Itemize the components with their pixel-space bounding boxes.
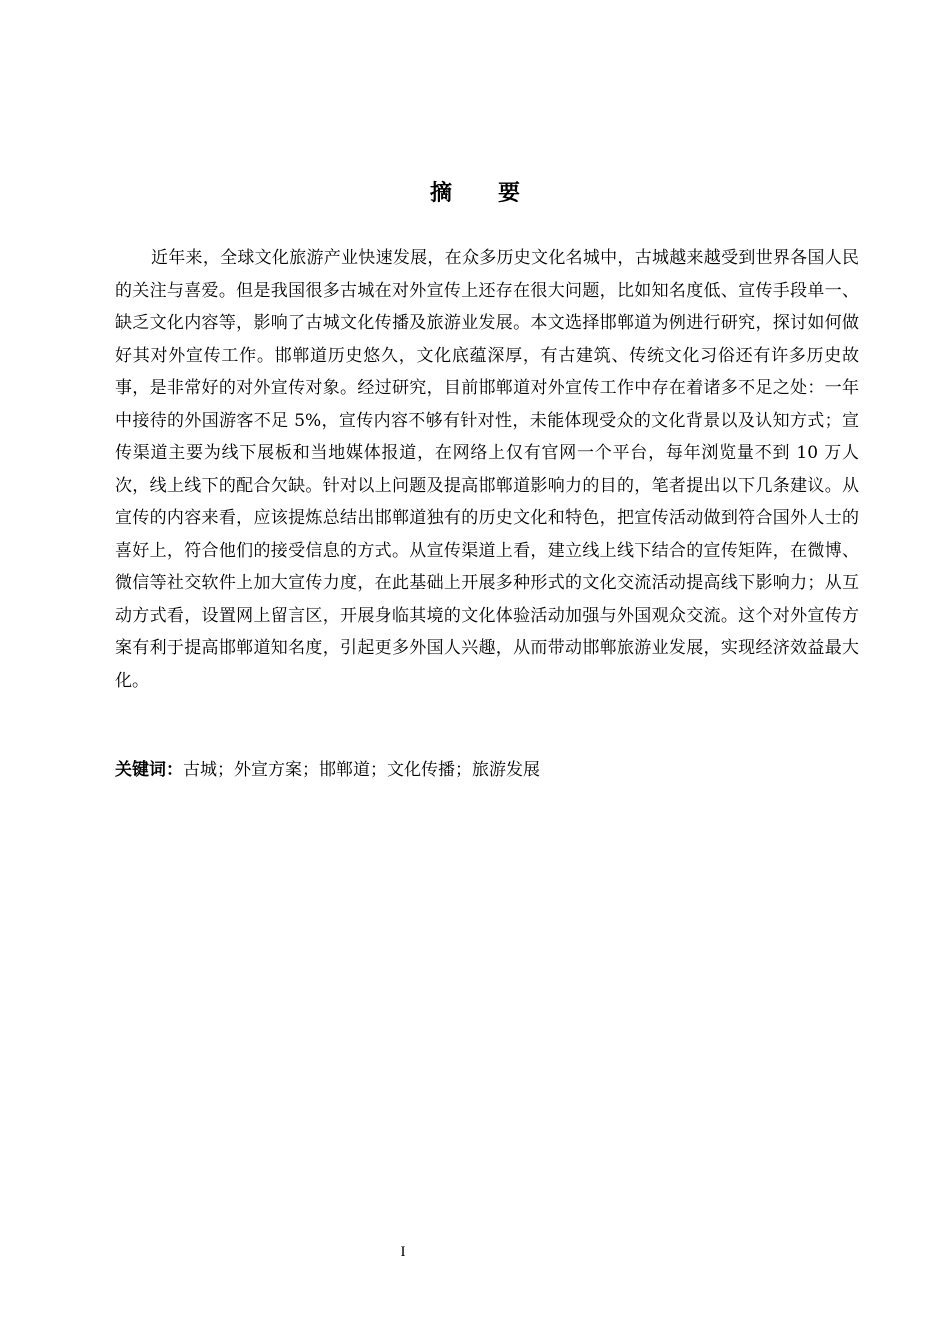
- abstract-paragraph: 近年来，全球文化旅游产业快速发展，在众多历史文化名城中，古城越来越受到世界各国人民的关注与喜爱。但是我国很多古城在对外宣传上还存在很大问题，比如知名度低、宣传手段单一、缺乏文化内容等，影响了古城文化传播及旅游业发展。本文选择邯郸道为例进行研究，探讨如何做好其对外宣传工作。邯郸道历史悠久，文化底蕴深厚，有古建筑、传统文化习俗还有许多历史故事，是非常好的对外宣传对象。经过研究，目前邯郸道对外宣传工作中存在着诸多不足之处：一年中接待的外国游客不足 5%，宣传内容不够有针对性，未能体现受众的文化背景以及认知方式；宣传渠道主要为线下展板和当地媒体报道，在网络上仅有官网一个平台，每年浏览量不到 10 万人次，线上线下的配合欠缺。针对以上问题及提高邯郸道影响力的目的，笔者提出以下几条建议。从宣传的内容来看，应该提炼总结出邯郸道独有的历史文化和特色，把宣传活动做到符合国外人士的喜好上，符合他们的接受信息的方式。从宣传渠道上看，建立线上线下结合的宣传矩阵，在微博、微信等社交软件上加大宣传力度，在此基础上开展多种形式的文化交流活动提高线下影响力；从互动方式看，设置网上留言区，开展身临其境的文化体验活动加强与外国观众交流。这个对外宣传方案有利于提高邯郸道知名度，引起更多外国人兴趣，从而带动邯郸旅游业发展，实现经济效益最大化。: [115, 248, 859, 691]
- keywords-label: 关键词：: [115, 760, 183, 780]
- keywords-list: 古城；外宣方案；邯郸道；文化传播；旅游发展: [183, 760, 540, 780]
- page-title: 摘要: [429, 181, 566, 206]
- keywords-line: [115, 756, 859, 784]
- page-number: I: [400, 1244, 406, 1260]
